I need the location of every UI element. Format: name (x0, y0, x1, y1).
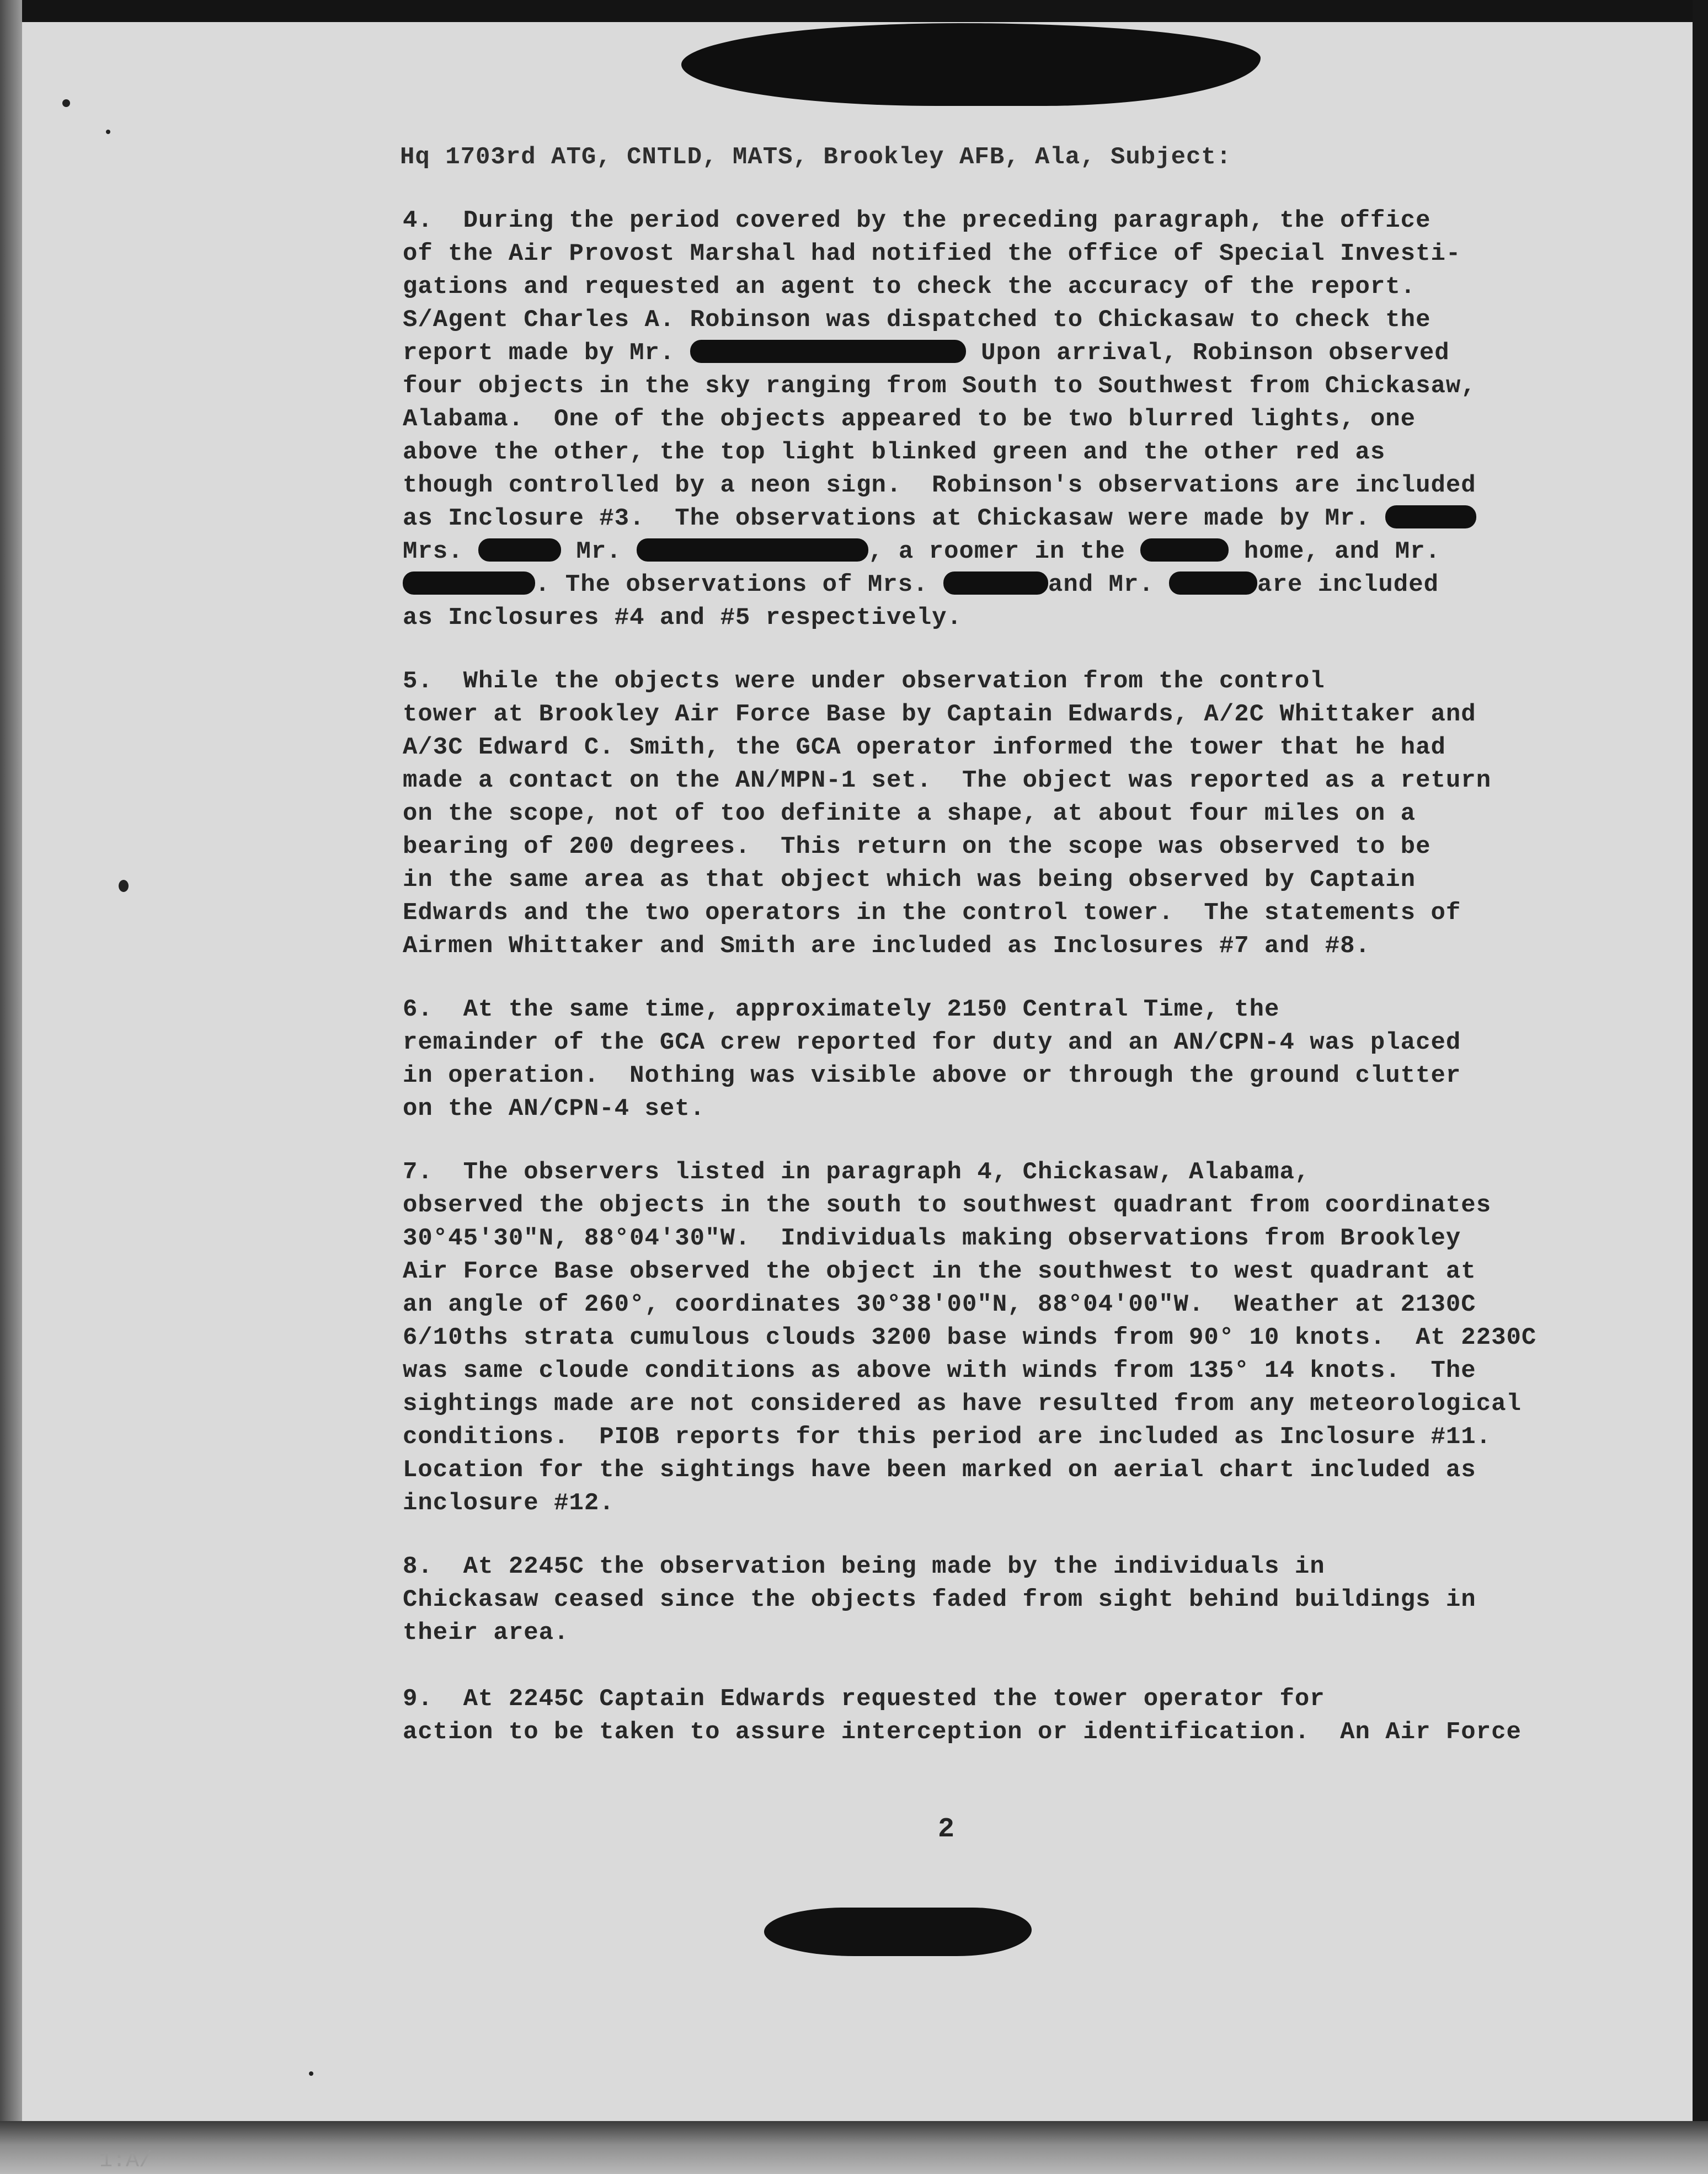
scan-top-border (0, 0, 1708, 22)
paragraph-4-line: above the other, the top light blinked green and the other red as (403, 439, 1386, 466)
paragraph-4-line (403, 535, 1440, 568)
paragraph-4-line: of the Air Provost Marshal had notified the office of Special Investi- (403, 240, 1461, 268)
paragraph-4-text: are included (1257, 571, 1439, 599)
paragraph-7-line: Location for the sightings have been marked on aerial chart included as (403, 1456, 1476, 1484)
paragraph-4-line (403, 502, 1476, 535)
paragraph-4-text: Mrs. (403, 538, 463, 565)
paragraph-7-line: conditions. PIOB reports for this period are included as Inclosure #11. (403, 1423, 1492, 1451)
redaction-bar (1169, 571, 1257, 595)
paragraph-4-text: Mr. (576, 538, 622, 565)
paragraph-5-line: tower at Brookley Air Force Base by Captain Edwards, A/2C Whittaker and (403, 701, 1476, 728)
paragraph-8-line: 8. At 2245C the observation being made by the individuals in (403, 1553, 1325, 1580)
paragraph-5-line: on the scope, not of too definite a shape, at about four miles on a (403, 800, 1416, 827)
paragraph-6-line: remainder of the GCA crew reported for duty and an AN/CPN-4 was placed (403, 1029, 1461, 1056)
paragraph-8-line: their area. (403, 1619, 569, 1647)
paragraph-5-line: A/3C Edward C. Smith, the GCA operator informed the tower that he had (403, 734, 1446, 761)
scan-bottom-border (0, 2121, 1708, 2174)
paragraph-4-line: gations and requested an agent to check the accuracy of the report. (403, 273, 1416, 301)
paragraph-7-line: 6/10ths strata cumulous clouds 3200 base winds from 90° 10 knots. At 2230C (403, 1324, 1537, 1352)
paragraph-7-line: was same cloude conditions as above with winds from 135° 14 knots. The (403, 1357, 1476, 1385)
punch-hole-mark (119, 880, 129, 892)
paragraph-6-line: on the AN/CPN-4 set. (403, 1095, 706, 1123)
redaction-bar (637, 538, 868, 562)
paragraph-5-line: 5. While the objects were under observation from the control (403, 667, 1325, 695)
scan-right-border (1693, 0, 1708, 2174)
redaction-bar (690, 340, 966, 363)
paragraph-4-line: Alabama. One of the objects appeared to be two blurred lights, one (403, 405, 1416, 433)
paragraph-7-line: 7. The observers listed in paragraph 4, Chickasaw, Alabama, (403, 1158, 1310, 1186)
scan-bottom-mark: 1:A/ (99, 2149, 153, 2173)
redaction-bar (1140, 538, 1229, 562)
paragraph-4-line: four objects in the sky ranging from South to Southwest from Chickasaw, (403, 372, 1476, 400)
paragraph-7-line: 30°45'30"N, 88°04'30"W. Individuals making observations from Brookley (403, 1225, 1461, 1252)
paragraph-5-line: made a contact on the AN/MPN-1 set. The object was reported as a return (403, 767, 1492, 794)
page-number: 2 (938, 1814, 955, 1845)
redaction-bar (1385, 505, 1476, 528)
paragraph-4-line: as Inclosures #4 and #5 respectively. (403, 604, 962, 632)
paragraph-5-line: in the same area as that object which was being observed by Captain (403, 866, 1416, 894)
paragraph-7-line: Air Force Base observed the object in the southwest to west quadrant at (403, 1258, 1476, 1285)
classification-redaction-top (681, 23, 1261, 106)
paragraph-7-line: inclosure #12. (403, 1489, 615, 1517)
paragraph-4-text: Upon arrival, Robinson observed (981, 339, 1450, 367)
paragraph-4-text: home, and Mr. (1243, 538, 1441, 565)
paragraph-6-line: in operation. Nothing was visible above or through the ground clutter (403, 1062, 1461, 1089)
scan-left-border (0, 0, 22, 2174)
paragraph-4-line: S/Agent Charles A. Robinson was dispatched to Chickasaw to check the (403, 306, 1431, 334)
paragraph-4-line: though controlled by a neon sign. Robinson's observations are included (403, 472, 1476, 499)
paragraph-7-line: an angle of 260°, coordinates 30°38'00"N, 88°04'00"W. Weather at 2130C (403, 1291, 1476, 1318)
paragraph-5-line: Airmen Whittaker and Smith are included as Inclosures #7 and #8. (403, 932, 1370, 960)
redaction-bar (403, 571, 535, 595)
paragraph-4-line (403, 568, 1439, 601)
redaction-bar (943, 571, 1048, 595)
scan-speck (309, 2071, 313, 2076)
paragraph-4-line: 4. During the period covered by the preceding paragraph, the office (403, 207, 1431, 234)
paragraph-9-line: 9. At 2245C Captain Edwards requested the tower operator for (403, 1685, 1325, 1713)
paragraph-4-text: , a roomer in the (868, 538, 1125, 565)
scan-speck (106, 130, 110, 134)
scan-speck (62, 99, 70, 107)
document-header: Hq 1703rd ATG, CNTLD, MATS, Brookley AFB, Ala, Subject: (400, 143, 1232, 171)
redaction-bar (478, 538, 561, 562)
paragraph-4-text: report made by Mr. (403, 339, 675, 367)
classification-redaction-bottom (764, 1908, 1032, 1956)
paragraph-7-line: observed the objects in the south to southwest quadrant from coordinates (403, 1192, 1492, 1219)
paragraph-5-line: Edwards and the two operators in the control tower. The statements of (403, 899, 1461, 927)
paragraph-4-line (403, 336, 1450, 370)
paragraph-6-line: 6. At the same time, approximately 2150 Central Time, the (403, 996, 1280, 1023)
paragraph-7-line: sightings made are not considered as have resulted from any meteorological (403, 1390, 1522, 1418)
paragraph-4-text: and Mr. (1048, 571, 1154, 599)
paragraph-4-text: . The observations of Mrs. (535, 571, 928, 599)
paragraph-8-line: Chickasaw ceased since the objects faded from sight behind buildings in (403, 1586, 1476, 1614)
paragraph-9-line: action to be taken to assure interception or identification. An Air Force (403, 1718, 1522, 1746)
paragraph-5-line: bearing of 200 degrees. This return on the scope was observed to be (403, 833, 1431, 861)
paragraph-4-text: as Inclosure #3. The observations at Chickasaw were made by Mr. (403, 505, 1370, 532)
